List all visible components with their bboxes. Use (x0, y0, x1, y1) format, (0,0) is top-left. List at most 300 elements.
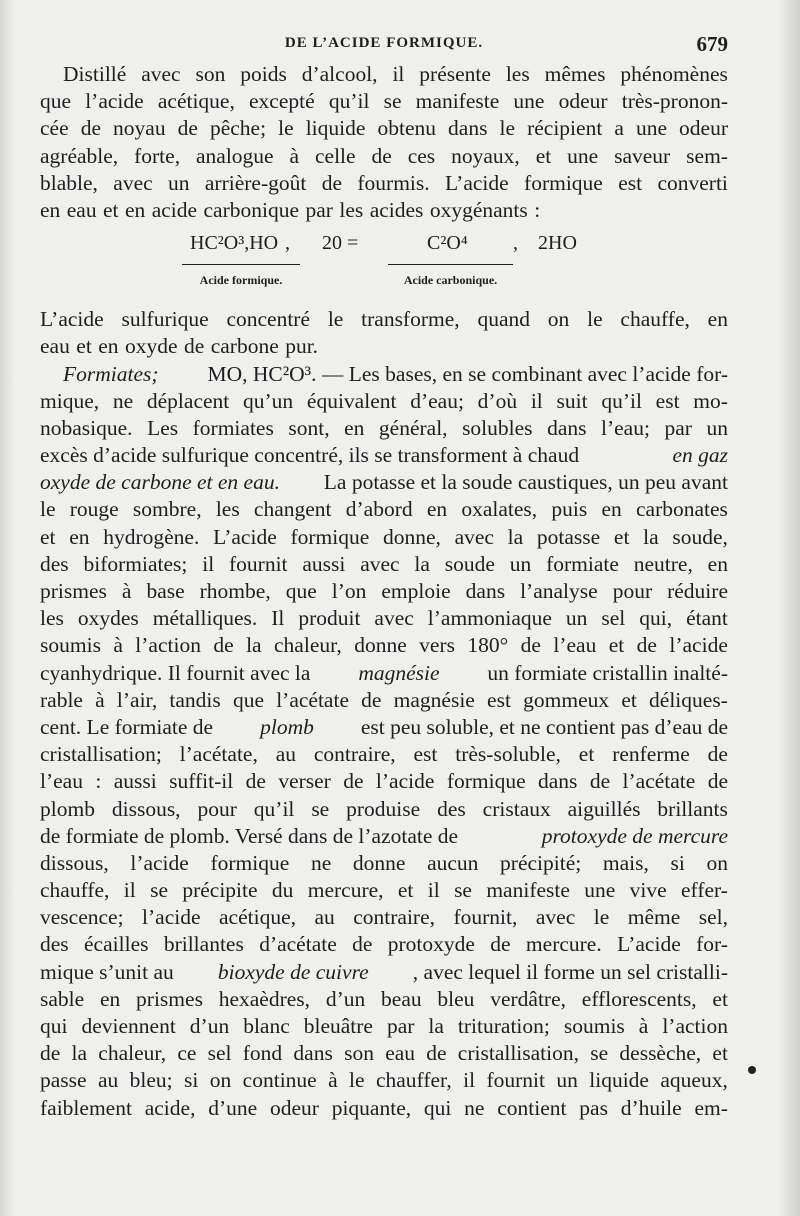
word: liquide (305, 116, 366, 141)
word: potasse (536, 524, 601, 549)
word: saveur (614, 143, 671, 168)
word: celle (315, 143, 356, 168)
word: L’acide (617, 932, 681, 957)
italic-term: plomb (260, 714, 314, 739)
word: qui (423, 1095, 452, 1120)
word: continue (242, 1068, 317, 1093)
text-line (40, 986, 728, 1013)
text-line (40, 61, 728, 88)
word: noyau (113, 116, 166, 141)
word: dans (547, 415, 587, 440)
text-line (40, 551, 728, 578)
word: d’où (477, 388, 518, 413)
equation-term-formic: HC²O³,HO (190, 232, 279, 255)
word: renferme (612, 742, 690, 767)
word: il (427, 878, 440, 903)
word: qu’il (601, 388, 642, 413)
word: et (76, 334, 92, 359)
text-line (40, 823, 728, 850)
word: sel (601, 606, 626, 631)
text-line (40, 170, 728, 197)
word: plomb (40, 796, 95, 821)
word: dessèche, (619, 1041, 702, 1066)
word: son (344, 1041, 374, 1066)
word: l’eau (553, 633, 597, 658)
word: manifeste (415, 89, 500, 114)
text-line (40, 1095, 728, 1122)
text-line (40, 931, 728, 958)
word: avec (374, 606, 414, 631)
word: formique (210, 850, 290, 875)
word: récipient (527, 116, 603, 141)
word: gommeux (523, 687, 610, 712)
word: prismes (40, 579, 107, 603)
text-span: , avec lequel il forme un sel cristalli- (412, 959, 728, 984)
word: eau (40, 334, 70, 359)
word: qu’un (243, 388, 294, 413)
word: aqueux, (660, 1068, 728, 1093)
word: la (246, 633, 262, 658)
word: donne (352, 850, 406, 875)
word: donne, (382, 524, 441, 549)
page-number: 679 (696, 32, 728, 56)
word: le (349, 1068, 365, 1093)
word: de (707, 769, 728, 794)
text-span: un formiate cristallin inalté- (487, 660, 728, 685)
word: fourmis. (357, 170, 430, 195)
word: l’acide (669, 633, 728, 658)
word: l’eau; (601, 415, 650, 440)
word: des (40, 551, 69, 576)
word: si (670, 850, 685, 875)
word: un (168, 170, 190, 195)
word: en (124, 197, 146, 222)
word: l’action (662, 1014, 728, 1038)
word: on (209, 1068, 232, 1093)
word: général, (378, 415, 448, 440)
word: for- (696, 932, 728, 957)
word: acide (151, 197, 198, 222)
word: converti (657, 170, 728, 195)
italic-term: en gaz (672, 443, 728, 468)
word: précipité; (500, 850, 582, 875)
word: dans (465, 579, 506, 603)
word: écailles (84, 932, 149, 957)
word: Les (147, 415, 179, 440)
word: chauffer, (375, 1068, 452, 1093)
word: le (40, 497, 56, 522)
word: la (414, 551, 430, 576)
word: prismes (136, 986, 203, 1011)
word: pêche; (209, 116, 267, 141)
word: en (344, 415, 365, 440)
word: mercure. (525, 932, 602, 957)
word: soumis (563, 1014, 625, 1038)
word: contraire, (313, 742, 396, 767)
word: de (636, 633, 657, 658)
word: pour (612, 579, 653, 603)
word: est (413, 742, 438, 767)
word: base (146, 579, 185, 603)
word: emploie (381, 579, 451, 603)
word: la (507, 524, 524, 549)
word: de (245, 769, 266, 794)
word: équivalent (306, 388, 397, 413)
word: à (113, 633, 123, 658)
word: réduire (667, 579, 728, 603)
word: par (386, 1014, 415, 1038)
word: les (215, 497, 240, 522)
word: de (371, 143, 392, 168)
word: trituration; (457, 1014, 550, 1038)
word: sable (40, 986, 85, 1011)
word: rouge (69, 497, 119, 522)
word: cristallisation, (457, 1041, 580, 1066)
text-line (40, 660, 728, 687)
equation-term-water: 2HO (538, 232, 577, 255)
word: et (608, 633, 625, 658)
word: est (487, 687, 511, 712)
word: de (40, 1041, 61, 1066)
word: fond (242, 1041, 283, 1066)
text-line (40, 687, 728, 714)
chemical-equation (40, 224, 728, 306)
word: il (202, 551, 215, 576)
word: dissous, (40, 850, 109, 875)
word: en (98, 334, 119, 359)
word: un (565, 606, 588, 631)
word: de (490, 932, 511, 957)
word: soude (444, 551, 495, 576)
italic-term: protoxyde de mercure (541, 823, 728, 848)
label-acide-formique: Acide formique. (182, 264, 300, 294)
word: même (627, 905, 681, 930)
word: très-pronon- (621, 89, 728, 114)
text-line (40, 388, 728, 415)
text-line (40, 1013, 728, 1040)
word: dans (538, 769, 578, 794)
word: l’acétate (622, 769, 696, 794)
text-line (40, 768, 728, 795)
text-span: cyanhydrique. Il fournit avec la (40, 660, 311, 685)
text-line (40, 197, 728, 224)
word: du (271, 878, 294, 903)
word: en (707, 307, 728, 332)
word: cristaux (482, 796, 551, 821)
word: a (614, 116, 624, 141)
word: et (712, 1041, 728, 1066)
paragraph-distillation (40, 61, 728, 224)
word: Distillé (63, 62, 127, 86)
word: se (454, 878, 472, 903)
word: formiate (546, 551, 619, 576)
word: et (578, 742, 595, 767)
word: eau (385, 1041, 416, 1066)
word: ne (112, 388, 134, 413)
word: très-soluble, (455, 742, 561, 767)
word: les (505, 62, 530, 86)
word: magnésie (393, 687, 475, 712)
word: en (426, 497, 448, 522)
text-line (40, 632, 728, 659)
word: dans (293, 1041, 333, 1066)
text-span: est peu soluble, et ne contient pas d’eau de (360, 714, 728, 739)
word: le (587, 307, 603, 332)
word: mercure, (307, 878, 384, 903)
word: que (40, 89, 72, 114)
word: un (509, 551, 532, 576)
word: dans (448, 116, 488, 141)
word: en (69, 524, 90, 549)
word: ne (310, 850, 332, 875)
text-line (40, 143, 728, 170)
word: un (706, 415, 728, 440)
word: une (567, 143, 599, 168)
word: bleu; (129, 1068, 173, 1093)
section-term-formiates: Formiates; (63, 361, 159, 386)
word: qu’il (328, 89, 370, 114)
word: est (618, 170, 643, 195)
word: l’on (331, 579, 367, 603)
word: agréable, (40, 143, 119, 168)
word: une (584, 878, 616, 903)
word: carbonique (203, 197, 300, 222)
word: se (150, 878, 168, 903)
word: à (95, 687, 105, 712)
label-acide-carbonique: Acide carbonique. (388, 264, 513, 294)
italic-term: oxyde de carbone et en eau. (40, 470, 280, 495)
text-line (40, 1040, 728, 1067)
word: fournit (229, 551, 288, 576)
word: acide, (144, 1095, 196, 1120)
word: ces (407, 143, 436, 168)
word: étant (686, 606, 728, 631)
word: rable (40, 687, 83, 712)
word: des (40, 932, 69, 957)
equation-term-carbonic: C²O⁴ (427, 232, 468, 255)
word: efflorescents, (581, 986, 697, 1011)
word: aucun (427, 850, 479, 875)
word: avec (454, 524, 494, 549)
word: dissous, (111, 796, 181, 821)
word: solubles (462, 415, 533, 440)
word: le (593, 905, 610, 930)
word: fournit, (453, 905, 518, 930)
text-line (40, 578, 728, 605)
word: soumis (40, 633, 101, 658)
word: d’eau; (410, 388, 464, 413)
word: à (121, 579, 132, 603)
word: des (437, 796, 466, 821)
word: vers (419, 633, 455, 658)
word: déliques- (649, 687, 728, 712)
word: l’action (135, 633, 201, 658)
word: bleuâtre (303, 1014, 373, 1038)
word: aussi (302, 551, 346, 576)
word: blable, (40, 170, 98, 195)
word: la (643, 524, 659, 549)
word: qui, (639, 606, 673, 631)
word: de (589, 769, 611, 794)
word: métalliques. (152, 606, 258, 631)
word: d’un (189, 1014, 230, 1038)
text-line (40, 850, 728, 877)
word: vescence; (40, 905, 124, 930)
paragraph-sulfuric (40, 306, 728, 360)
word: contient (497, 1095, 567, 1120)
word: beau (381, 986, 422, 1011)
text-line (40, 88, 728, 115)
word: : (95, 769, 102, 794)
word: d’acétate (259, 932, 337, 957)
word: sem- (686, 143, 728, 168)
word: oxydes (77, 606, 139, 631)
word: L’acide (213, 524, 277, 549)
word: pur. (285, 334, 319, 359)
word: et (712, 986, 728, 1011)
word: transforme, (361, 307, 460, 332)
word: de (343, 769, 364, 794)
word: et (40, 524, 56, 549)
word: au (314, 905, 335, 930)
word: hydrogène. (103, 524, 200, 549)
word: de (707, 742, 728, 767)
word: carbone (210, 334, 279, 359)
text-line (40, 469, 728, 496)
word: passe (40, 1068, 87, 1093)
word: L’acide (445, 170, 509, 195)
word: un (556, 1068, 578, 1093)
word: si (184, 1068, 199, 1093)
word: déplacent (146, 388, 230, 413)
ink-dot (748, 1066, 756, 1074)
word: 180° (467, 633, 509, 658)
word: puis (551, 497, 588, 522)
word: d’un (325, 986, 366, 1011)
word: de (80, 116, 101, 141)
word: se (311, 796, 330, 821)
word: odeur (679, 116, 728, 141)
word: et (103, 197, 119, 222)
text-span: cent. Le formiate de (40, 714, 214, 739)
word: excepté (249, 89, 315, 114)
word: il (530, 388, 543, 413)
text-line (40, 115, 728, 142)
word: par (664, 415, 692, 440)
text-span: excès d’acide sulfurique concentré, ils se transforment à chaud (40, 443, 580, 468)
word: odeur (269, 1095, 319, 1120)
word: l’acide (375, 769, 435, 794)
word: l’acide (130, 850, 189, 875)
word: se (590, 1041, 609, 1066)
word: et (613, 524, 630, 549)
word: formiates (192, 415, 274, 440)
text-line (40, 877, 728, 904)
word: de (213, 633, 234, 658)
word: la (428, 1014, 444, 1038)
word: de (352, 932, 373, 957)
word: formique (290, 524, 370, 549)
word: de (321, 170, 343, 195)
word: l’acétate (276, 687, 349, 712)
word: les (339, 197, 364, 222)
text-line (40, 605, 728, 632)
word: en (40, 197, 61, 222)
word: l’analyse (520, 579, 598, 603)
body-text (40, 61, 728, 1122)
word: : (534, 197, 541, 222)
word: son (195, 62, 226, 86)
equation-term-oxygen: 20 = (322, 232, 359, 255)
word: l’acide (85, 89, 144, 114)
word: obtenu (377, 116, 436, 141)
word: le (278, 116, 294, 141)
word: sombre, (132, 497, 202, 522)
running-head: DE L’ACIDE FORMIQUE. (284, 35, 484, 51)
word: de (177, 116, 198, 141)
word: et (621, 687, 637, 712)
word: au (97, 1068, 119, 1093)
word: suit (556, 388, 588, 413)
text-line (40, 361, 728, 388)
word: l’ammoniaque (427, 606, 552, 631)
word: mais, (602, 850, 649, 875)
word: formique (524, 170, 603, 195)
word: mêmes (544, 62, 606, 86)
word: odeur (558, 89, 608, 114)
word: acides (369, 197, 424, 222)
word: avec (360, 551, 400, 576)
word: brillants (657, 796, 728, 821)
word: chauffe, (620, 307, 690, 332)
equation-comma: , (285, 232, 290, 255)
word: d’abord (345, 497, 413, 522)
word: suffit-il (169, 769, 234, 794)
italic-term: bioxyde de cuivre (217, 959, 369, 984)
word: présente (419, 62, 491, 86)
word: que (285, 579, 317, 603)
word: et (535, 143, 552, 168)
word: em- (694, 1095, 728, 1120)
word: L’acide (40, 307, 104, 332)
word: tandis (169, 687, 221, 712)
word: à (328, 1068, 338, 1093)
word: aiguillés (567, 796, 641, 821)
word: ne (464, 1095, 485, 1120)
word: sont, (288, 415, 330, 440)
word: acétique, (219, 905, 296, 930)
word: cée (40, 116, 69, 141)
text-line (40, 415, 728, 442)
word: en (99, 986, 121, 1011)
italic-term: magnésie (358, 660, 440, 685)
word: avec (535, 905, 576, 930)
word: est (655, 388, 680, 413)
word: aussi (113, 769, 157, 794)
word: le (327, 307, 344, 332)
word: contraire, (353, 905, 436, 930)
word: avec (141, 62, 181, 86)
word: d’huile (620, 1095, 682, 1120)
word: précipite (182, 878, 258, 903)
word: produit (298, 606, 361, 631)
word: l’air, (116, 687, 158, 712)
word: ce (177, 1041, 197, 1066)
word: oxalates, (461, 497, 538, 522)
word: brillantes (163, 932, 244, 957)
word: en (707, 551, 728, 576)
word: se (383, 89, 402, 114)
